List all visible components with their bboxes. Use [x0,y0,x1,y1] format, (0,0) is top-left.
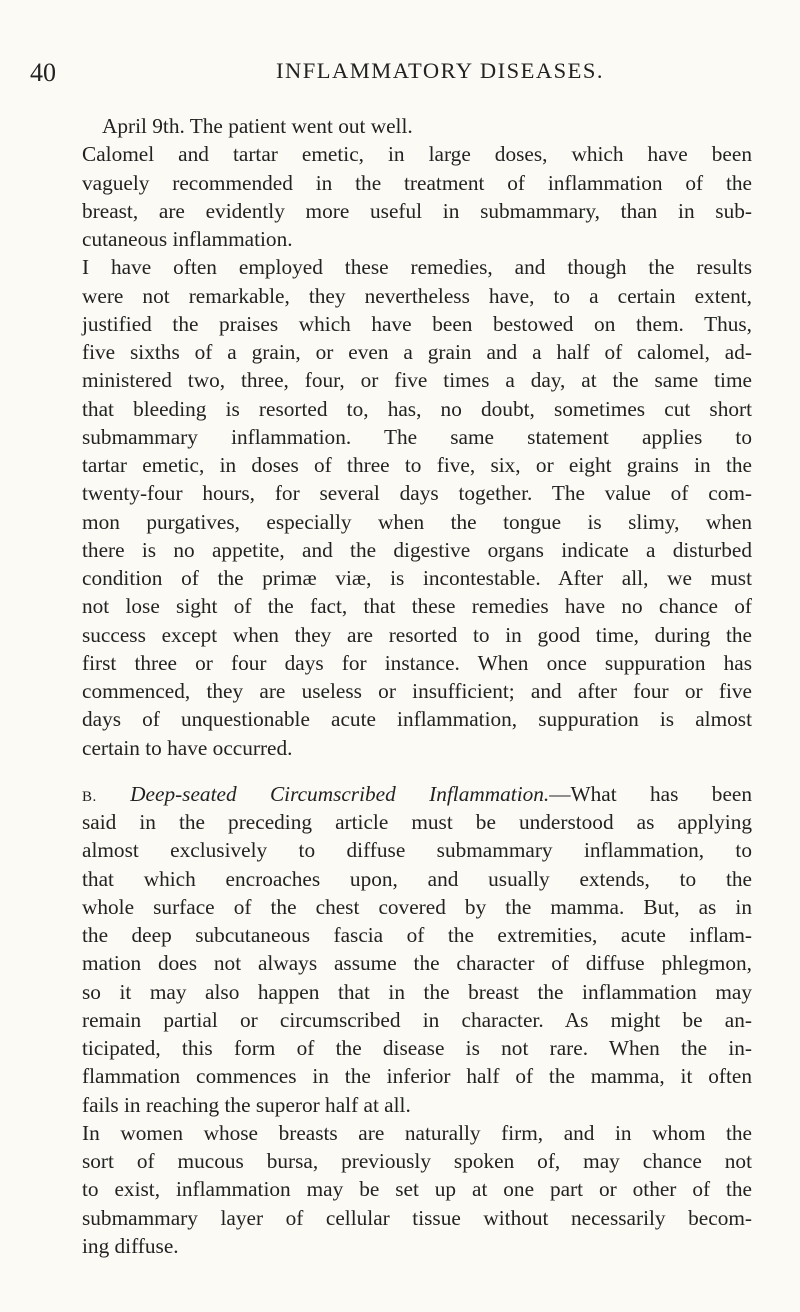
text-line: ministered two, three, four, or five times a day, at the same time [82,368,752,393]
text-line: submammary layer of cellular tissue without necessarily becom- [82,1205,752,1230]
text-line: there is no appetite, and the digestive organs indicate a disturbed [82,537,752,562]
section-letter: B. [82,788,97,805]
text-line: vaguely recommended in the treatment of inflammation of the [82,170,752,195]
text-line: Calomel and tartar emetic, in large doses, which have been [82,142,752,167]
text-line: the deep subcutaneous fascia of the extremities, acute inflam- [82,923,752,947]
section-b [82,780,752,1119]
text-line: flammation commences in the inferior half of the mamma, it often [82,1064,752,1089]
text-line: that which encroaches upon, and usually extends, to the [82,866,752,891]
text-line: were not remarkable, they nevertheless have, to a certain extent, [82,283,752,308]
text-line: said in the preceding article must be understood as applying [82,810,752,834]
text-line: certain to have occurred. [82,735,293,760]
text-line: fails in reaching the superor half at all. [82,1092,411,1117]
text-line: sort of mucous bursa, previously spoken of, may chance not [82,1149,752,1173]
text-line: submammary inflammation. The same statement applies to [82,424,752,449]
text-line: ticipated, this form of the disease is not rare. When the in- [82,1036,752,1060]
paragraph-last [82,1119,752,1260]
section-gap [82,762,752,780]
text-line: In women whose breasts are naturally firm, and in whom the [82,1120,752,1145]
text-line: condition of the primæ viæ, is incontestable. After all, we must [82,566,752,590]
page-header [0,58,800,88]
paragraph-2 [82,253,752,762]
text-line: tartar emetic, in doses of three to five, six, or eight grains in the [82,453,752,477]
text-line: April 9th. The patient went out well. [102,114,413,138]
page-number: 40 [30,58,56,87]
text-line: justified the praises which have been bestowed on them. Thus, [82,311,752,336]
text-line: ing diffuse. [82,1233,179,1258]
running-title: INFLAMMATORY DISEASES. [275,58,605,83]
text-line: first three or four days for instance. When once suppuration has [82,650,752,675]
text-line: not lose sight of the fact, that these remedies have no chance of [82,594,752,619]
text-line: to exist, inflammation may be set up at one part or other of the [82,1177,752,1202]
text-line: breast, are evidently more useful in submammary, than in sub- [82,198,752,223]
text-line: I have often employed these remedies, and though the results [82,255,752,280]
text-line: mon purgatives, especially when the tongue is slimy, when [82,509,752,534]
text-line: five sixths of a grain, or even a grain and a half of calomel, ad- [82,340,752,364]
text-line: whole surface of the chest covered by the mamma. But, as in [82,894,752,919]
section-heading-line [82,780,752,808]
text-line: success except when they are resorted to in good time, during the [82,622,752,647]
text-line: cutaneous inflammation. [82,227,293,251]
text-line: that bleeding is resorted to, has, no doubt, sometimes cut short [82,396,752,421]
text-line: mation does not always assume the character of diffuse phlegmon, [82,951,752,976]
text-line: days of unquestionable acute inflammation, suppuration is almost [82,707,752,732]
page-body [82,112,752,1260]
section-heading-rest: —What has been [549,781,753,806]
section-heading: Deep-seated Circumscribed Inflammation. [130,781,550,806]
text-line: commenced, they are useless or insufficient; and after four or five [82,679,752,703]
text-line: almost exclusively to diffuse submammary inflammation, to [82,838,752,863]
text-line: so it may also happen that in the breast the inflammation may [82,979,752,1004]
text-line: twenty-four hours, for several days together. The value of com- [82,481,752,506]
text-line: remain partial or circumscribed in character. As might be an- [82,1007,752,1032]
paragraph-1 [82,112,752,253]
